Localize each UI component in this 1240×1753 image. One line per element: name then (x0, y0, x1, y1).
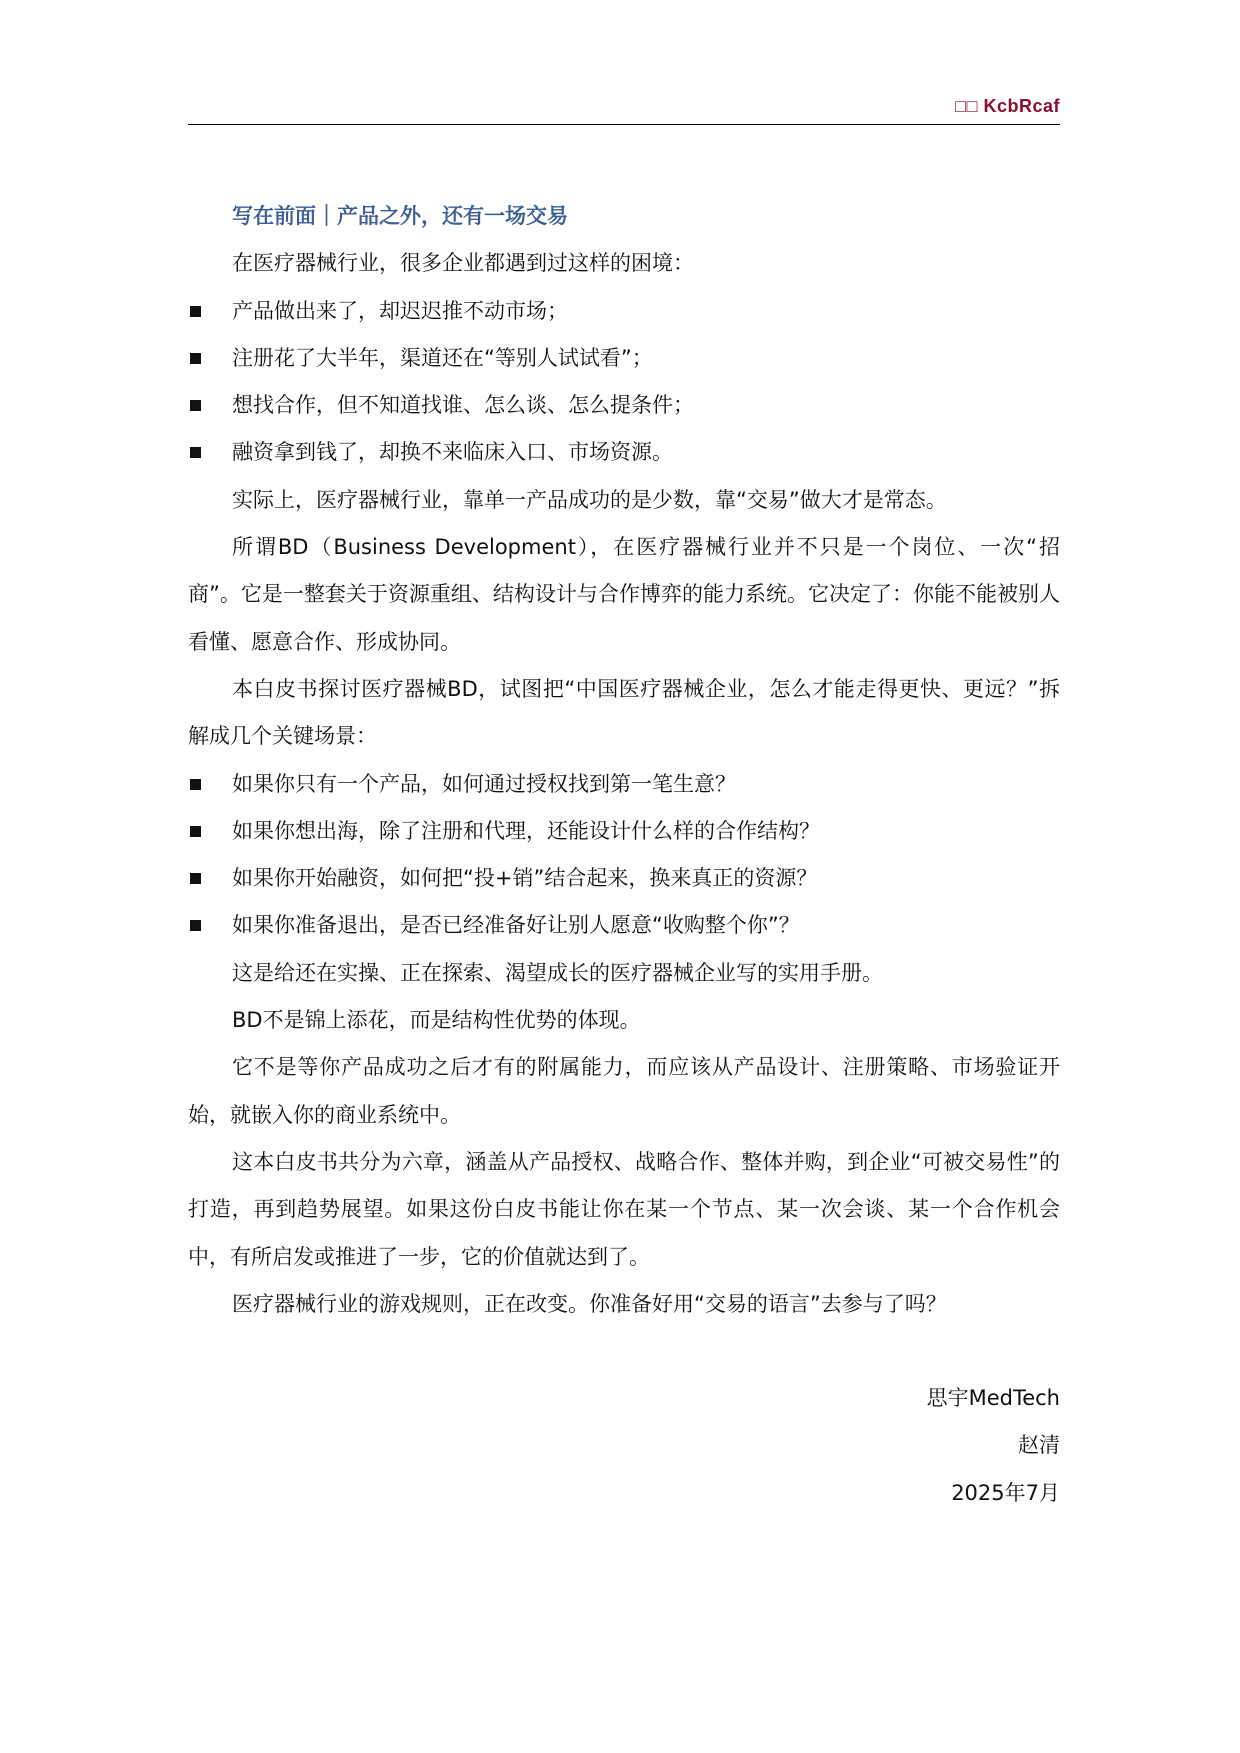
list-item (188, 855, 1060, 902)
signature-org: 思宇MedTech (926, 1386, 1060, 1410)
bullet-square-icon (190, 826, 201, 837)
list-item-text: 想找合作，但不知道找谁、怎么谈、怎么提条件； (232, 393, 694, 418)
bullet-square-icon (190, 306, 201, 317)
list-item (188, 288, 1060, 335)
list-item (188, 382, 1060, 429)
page-header (188, 96, 1060, 125)
list-item-text: 融资拿到钱了，却换不来临床入口、市场资源。 (232, 440, 673, 465)
bullet-square-icon (190, 353, 201, 364)
list-item (188, 335, 1060, 382)
list-item (188, 429, 1060, 476)
bullet-square-icon (190, 920, 201, 931)
signature-date: 2025年7月 (951, 1480, 1060, 1505)
bullet-square-icon (190, 873, 201, 884)
list-item-text: 如果你准备退出，是否已经准备好让别人愿意“收购整个你”？ (232, 913, 800, 938)
paragraph: 这是给还在实操、正在探索、渴望成长的医疗器械企业写的实用手册。 (232, 960, 883, 985)
paragraph: 本白皮书探讨医疗器械BD，试图把“中国医疗器械企业，怎么才能走得更快、更远？”拆解成几个关键场景： (188, 676, 1060, 749)
list-item-text: 产品做出来了，却迟迟推不动市场； (232, 298, 568, 323)
list-item (188, 902, 1060, 949)
bullet-square-icon (190, 400, 201, 411)
paragraph: 这本白皮书共分为六章，涵盖从产品授权、战略合作、整体并购，到企业“可被交易性”的打造，再到趋势展望。如果这份白皮书能让你在某一个节点、某一次会谈、某一个合作机会中，有所启发或推进了一步，它的价值就达到了。 (188, 1149, 1060, 1269)
bullet-square-icon (190, 779, 201, 790)
signature-block (927, 1375, 1060, 1517)
paragraph: 医疗器械行业的游戏规则，正在改变。你准备好用“交易的语言”去参与了吗？ (232, 1291, 947, 1316)
list-item-text: 如果你开始融资，如何把“投+销”结合起来，换来真正的资源？ (232, 866, 818, 891)
list-item-text: 注册花了大半年，渠道还在“等别人试试看”； (232, 345, 653, 370)
list-item (188, 808, 1060, 855)
list-item-text: 如果你只有一个产品，如何通过授权找到第一笔生意？ (232, 771, 736, 796)
paragraph: 在医疗器械行业，很多企业都遇到过这样的困境： (232, 251, 694, 276)
signature-author: 赵清 (1018, 1433, 1060, 1458)
header-logo: □□ KcbRcaf (955, 96, 1060, 116)
paragraph: 所谓BD（Business Development），在医疗器械行业并不只是一个岗位、一次“招商”。它是一整套关于资源重组、结构设计与合作博弈的能力系统。它决定了：你能不能被别人看懂、愿意合作、形成协同。 (188, 535, 1060, 654)
list-item (188, 761, 1060, 808)
paragraph: BD不是锦上添花，而是结构性优势的体现。 (232, 1008, 641, 1033)
section-heading: 写在前面｜产品之外，还有一场交易 (232, 204, 568, 228)
bullet-square-icon (190, 447, 201, 458)
paragraph: 实际上，医疗器械行业，靠单一产品成功的是少数，靠“交易”做大才是常态。 (232, 487, 947, 512)
document-body (188, 193, 1060, 1328)
paragraph: 它不是等你产品成功之后才有的附属能力，而应该从产品设计、注册策略、市场验证开始，就嵌入你的商业系统中。 (188, 1055, 1060, 1127)
list-item-text: 如果你想出海，除了注册和代理，还能设计什么样的合作结构？ (232, 818, 820, 843)
